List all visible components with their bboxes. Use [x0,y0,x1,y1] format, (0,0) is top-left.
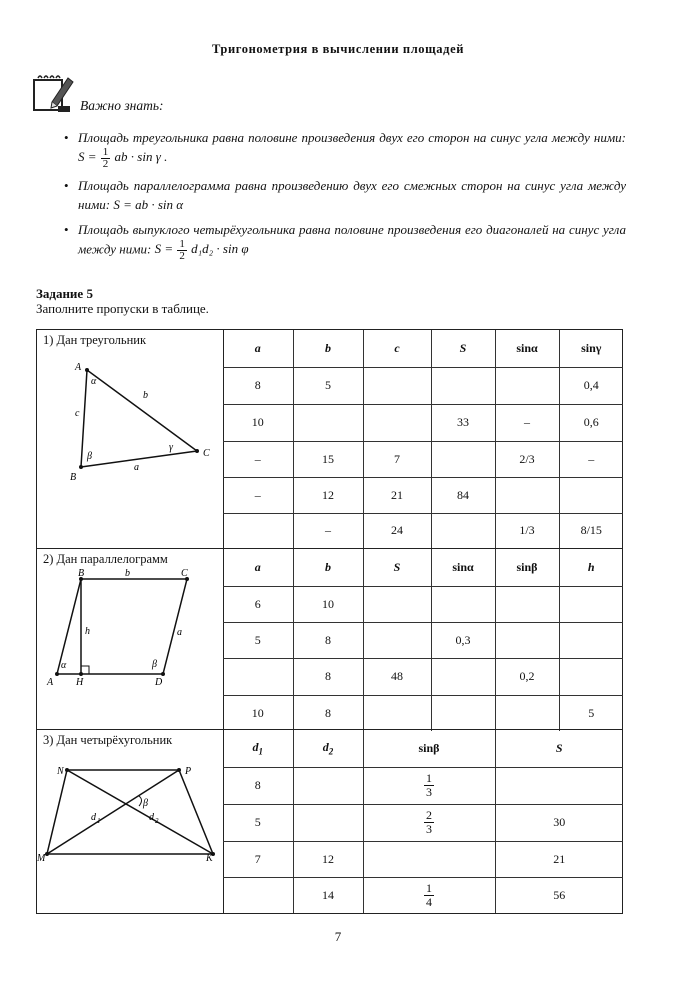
table-cell: 1/3 [495,513,559,548]
parallelogram-diagram [37,549,223,731]
header-cell: b [293,330,363,367]
header-cell: b [293,549,363,586]
fact-text: Площадь выпуклого четырёхугольника равна половине произведения его диагоналей на синус угла между ними: [78,222,626,257]
table-cell: 24 [363,513,431,548]
label-D: D [155,677,163,688]
table-cell: – [223,477,293,513]
table-cell [293,804,363,841]
formula-rhs: d₁d₂ · sin φ [191,241,249,257]
parallelogram-figure [37,549,224,729]
label-A: A [47,677,54,688]
table-cell: 21 [495,841,623,877]
table-row [223,695,623,731]
header-d2-sub: 2 [328,746,334,757]
label-b: b [143,390,148,401]
table-cell [363,622,431,658]
notepad-pencil-icon [30,70,76,116]
table-row [223,477,623,513]
table-cell [223,658,293,695]
table-cell: 5 [559,695,623,731]
table-cell: – [223,441,293,477]
label-gamma: γ [169,442,173,453]
label-alpha: α [91,376,97,387]
quadrilateral-table [223,730,623,913]
label-alpha: α [61,660,67,671]
fraction-den: 2 [102,158,109,170]
table-cell: 56 [495,877,623,913]
header-cell: sinγ [559,330,623,367]
table-row [223,658,623,695]
table-cell [293,767,363,804]
table-cell: 5 [223,622,293,658]
parallelogram-block [36,548,623,730]
table-cell: 0,4 [559,367,623,404]
fraction-den: 3 [426,785,432,799]
table-row [223,441,623,477]
fraction-num: 1 [102,146,109,158]
label-c: c [75,408,80,419]
table-cell: 2/3 [495,441,559,477]
table-cell [363,877,495,913]
table-cell: 8 [223,367,293,404]
table-row [223,767,623,804]
table-cell [495,767,623,804]
label-a: a [134,462,139,473]
table-cell [431,586,495,622]
table-cell: 0,6 [559,404,623,441]
table-cell [223,877,293,913]
fraction-den: 3 [426,822,432,836]
label-B: B [70,472,77,483]
table-cell [363,695,431,731]
label-d2-sub: 2 [155,817,159,825]
table-cell [431,441,495,477]
table-cell: 33 [431,404,495,441]
label-H: H [76,677,84,688]
table-header-row [223,330,623,367]
table-cell [559,586,623,622]
table-cell: 10 [223,404,293,441]
header-cell: sinα [495,330,559,367]
label-B: B [78,568,85,579]
facts-list [64,128,626,268]
label-A: A [75,362,82,373]
table-cell [559,477,623,513]
label-a: a [177,627,182,638]
table-cell [559,658,623,695]
fraction-num: 1 [426,880,432,895]
label-d1: d [91,812,96,823]
header-cell: S [431,330,495,367]
label-d1-sub: 1 [97,817,101,825]
table-cell: 8 [293,658,363,695]
header-cell [223,730,293,767]
formula-quadrilateral [154,238,249,262]
label-C: C [203,448,210,459]
fraction-num: 2 [426,808,432,822]
label-h: h [85,626,90,637]
table-cell [559,622,623,658]
table-cell: 48 [363,658,431,695]
table-cell [431,367,495,404]
label-P: P [185,766,192,777]
triangle-table [223,330,623,548]
table-row [223,513,623,548]
table-cell [495,367,559,404]
table-cell [363,767,495,804]
table-row [223,804,623,841]
table-cell: 7 [363,441,431,477]
table-row [223,586,623,622]
page-number: 7 [334,929,342,944]
fraction-den: 4 [426,894,432,909]
fraction-num: 1 [179,238,185,250]
triangle-diagram [37,330,223,550]
header-cell: S [495,730,623,767]
fact-text: Площадь параллелограмма равна произведению двух его смежных сторон на синус угла между ними: [78,178,626,212]
table-cell: 10 [223,695,293,731]
table-cell [363,367,431,404]
table-cell: 21 [363,477,431,513]
table-cell: – [293,513,363,548]
label-C: C [181,568,188,579]
fact-parallelogram-area [64,176,626,214]
table-row [223,841,623,877]
triangle-block [36,329,623,549]
header-cell: sinβ [363,730,495,767]
header-cell: a [223,330,293,367]
header-cell: h [559,549,623,586]
fact-text: Площадь треугольника равна половине произведения двух его сторон на синус угла между ними: [78,130,626,145]
table-cell [293,404,363,441]
table-cell: 6 [223,586,293,622]
table-cell: 8 [293,622,363,658]
label-d2: d [149,812,154,823]
fact-triangle-area [64,128,626,170]
task-title: Задание 5 [36,286,93,301]
label-beta: β [152,659,157,670]
header-cell: a [223,549,293,586]
task-instruction: Заполните пропуски в таблице. [36,301,209,316]
label-beta: β [87,451,92,462]
formula-lhs: S = [78,149,97,165]
table-cell: 7 [223,841,293,877]
table-header-row [223,549,623,586]
quadrilateral-caption: 3) Дан четырёхугольник [43,733,173,747]
label-beta: β [143,798,148,809]
table-cell [495,586,559,622]
triangle-figure [37,330,224,548]
table-cell [431,695,495,731]
header-cell: S [363,549,431,586]
table-cell [363,804,495,841]
fraction [177,239,187,262]
table-cell [431,513,495,548]
table-cell: 10 [293,586,363,622]
formula-lhs: S = [154,241,174,257]
table-cell [363,586,431,622]
table-row [223,367,623,404]
table-cell [223,513,293,548]
table-cell: – [495,404,559,441]
quadrilateral-figure [37,730,224,913]
important-label: Важно знать: [80,98,164,113]
parallelogram-table [223,549,623,731]
table-cell [431,658,495,695]
fraction [101,147,111,170]
fraction [424,772,434,799]
label-N: N [57,766,64,777]
fact-quadrilateral-area [64,220,626,262]
table-header-row [223,730,623,767]
fraction [424,809,434,836]
parallelogram-caption: 2) Дан параллелограмм [43,552,168,566]
table-cell [495,477,559,513]
table-cell: 5 [293,367,363,404]
table-cell: 15 [293,441,363,477]
label-b: b [125,568,130,579]
table-cell: 0,2 [495,658,559,695]
header-cell [293,730,363,767]
table-cell: 8 [223,767,293,804]
table-cell [495,695,559,731]
quadrilateral-block [36,729,623,914]
header-d2: d [322,740,329,755]
header-d1: d [252,740,259,755]
table-cell: 84 [431,477,495,513]
header-d1-sub: 1 [258,746,263,757]
table-cell: 30 [495,804,623,841]
table-row [223,404,623,441]
formula-triangle [78,146,168,170]
fraction-den: 2 [179,250,185,262]
table-cell: 12 [293,477,363,513]
table-cell: 8 [293,695,363,731]
formula-rhs: ab · sin γ . [114,149,168,165]
table-cell: 12 [293,841,363,877]
page-title: Тригонометрия в вычислении площадей [211,42,465,56]
fraction [424,882,434,909]
table-row [223,622,623,658]
header-cell: c [363,330,431,367]
table-cell: 8/15 [559,513,623,548]
table-cell: 5 [223,804,293,841]
label-K: K [206,853,213,864]
table-row [223,877,623,913]
quadrilateral-diagram [37,730,223,915]
table-cell: – [559,441,623,477]
table-cell [363,841,495,877]
table-cell: 14 [293,877,363,913]
table-cell [363,404,431,441]
header-cell: sinβ [495,549,559,586]
formula-parallelogram: S = ab · sin α [113,197,184,212]
table-cell: 0,3 [431,622,495,658]
table-cell [495,622,559,658]
header-cell: sinα [431,549,495,586]
fraction-num: 1 [426,771,432,785]
label-M: M [37,853,46,864]
triangle-caption: 1) Дан треугольник [43,333,147,347]
